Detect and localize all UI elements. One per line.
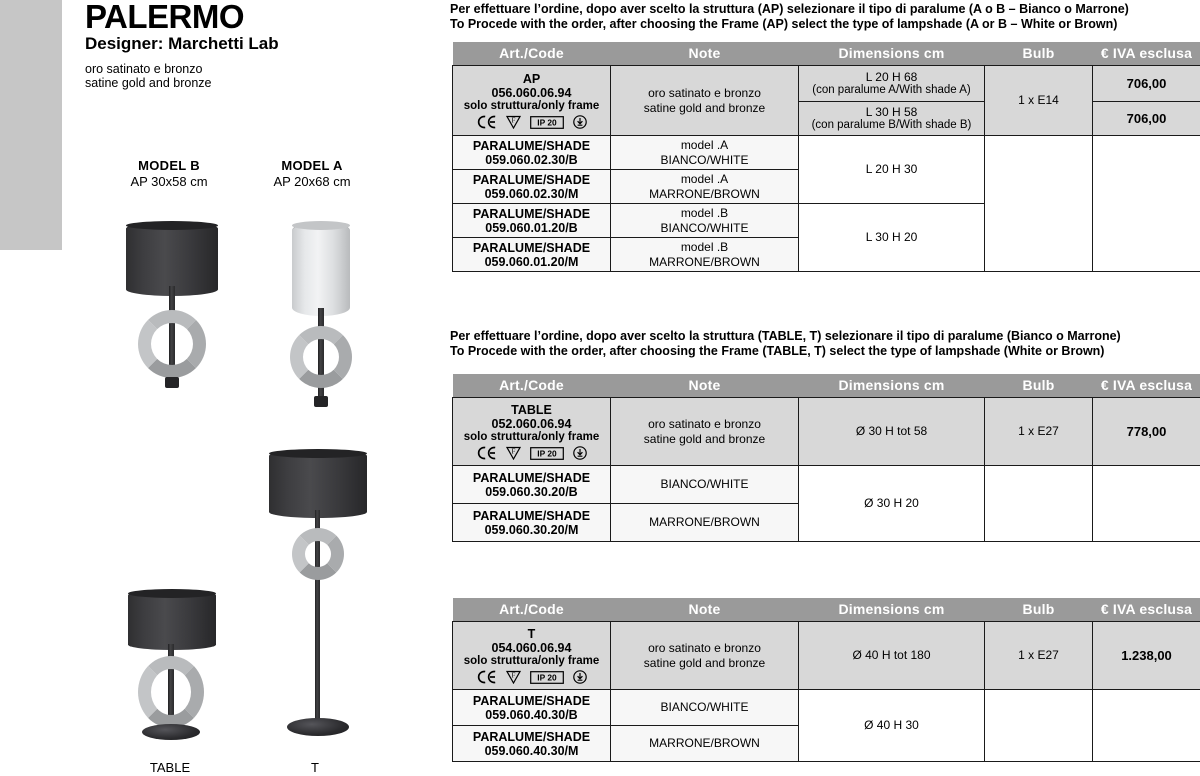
shade-dimension: Ø 40 H 30	[802, 718, 981, 733]
table-row	[453, 622, 1200, 690]
svg-text:F: F	[511, 117, 515, 125]
product-illustration-panel	[0, 0, 448, 774]
svg-text:F: F	[511, 672, 515, 680]
shade-code-cell	[453, 690, 611, 726]
shade-note-cell	[611, 170, 799, 204]
shade-model: model .A	[614, 172, 795, 187]
column-header-bulb: Bulb	[985, 598, 1093, 622]
model-a-lampshade	[292, 222, 350, 316]
shade-code-cell	[453, 726, 611, 762]
shade-code-cell	[453, 504, 611, 542]
shade-price-cell	[1093, 690, 1200, 762]
model-a-name: MODEL A	[237, 158, 387, 174]
ap-dimension-b-note: (con paralume B/With shade B)	[802, 119, 981, 133]
column-header-bulb: Bulb	[985, 374, 1093, 398]
t-note-english: satine gold and bronze	[614, 656, 795, 671]
column-header-code: Art./Code	[453, 374, 611, 398]
shade-label: PARALUME/SHADE	[456, 139, 607, 153]
t-dimension-cell	[799, 622, 985, 690]
table-bulb-cell	[985, 398, 1093, 466]
ap-dimension-a: L 20 H 68	[802, 70, 981, 85]
shade-label: PARALUME/SHADE	[456, 471, 607, 485]
table-row	[453, 466, 1200, 504]
earth-ground-class-icon	[573, 115, 587, 129]
model-a-dimension: AP 20x68 cm	[237, 174, 387, 190]
shade-dimension: L 20 H 30	[802, 162, 981, 177]
price-table-ap	[452, 42, 1200, 272]
f-mark-triangle-icon	[506, 446, 521, 460]
model-a-caption	[237, 158, 387, 190]
shade-note-cell	[611, 466, 799, 504]
t-decorative-ring	[292, 528, 344, 580]
svg-text:IP 20: IP 20	[537, 672, 557, 682]
table-frame-code-cell	[453, 398, 611, 466]
table-note-english: satine gold and bronze	[614, 432, 795, 447]
t-frame-number: 054.060.06.94	[456, 641, 607, 655]
price-table-table	[452, 374, 1200, 542]
table-base	[142, 724, 200, 740]
table-price: 778,00	[1096, 424, 1197, 439]
title-block	[85, 0, 279, 53]
ap-dimension-a-note: (con paralume A/With shade A)	[802, 84, 981, 98]
shade-note-cell	[611, 204, 799, 238]
table-row	[453, 398, 1200, 466]
ip20-rating-icon	[530, 671, 564, 684]
instruction-table	[450, 329, 1121, 358]
table-dimension: Ø 30 H tot 58	[802, 424, 981, 439]
column-header-note: Note	[611, 598, 799, 622]
shade-note-cell	[611, 238, 799, 272]
column-header-note: Note	[611, 42, 799, 66]
model-a-decorative-ring	[290, 326, 352, 388]
table-lampshade	[128, 590, 216, 650]
shade-dimension: Ø 30 H 20	[802, 496, 981, 511]
ap-frame-note: solo struttura/only frame	[456, 100, 607, 113]
model-a-wall-mount	[314, 396, 328, 407]
column-header-dimensions: Dimensions cm	[799, 598, 985, 622]
table-row	[453, 66, 1200, 102]
ce-icon	[477, 115, 497, 129]
table-row	[453, 690, 1200, 726]
shade-color: BIANCO/WHITE	[614, 153, 795, 168]
f-mark-triangle-icon	[506, 115, 521, 129]
ce-icon	[477, 446, 497, 460]
t-frame-name: T	[456, 627, 607, 641]
shade-bulb-cell	[985, 136, 1093, 272]
instruction-ap-english: To Procede with the order, after choosing the Frame (AP) select the type of lampshade (A or B – White or Brown)	[450, 17, 1129, 32]
ap-frame-number: 056.060.06.94	[456, 86, 607, 100]
column-header-dimensions: Dimensions cm	[799, 42, 985, 66]
ap-bulb: 1 x E14	[988, 93, 1089, 108]
ap-bulb-cell	[985, 66, 1093, 136]
designer-label: Designer: Marchetti Lab	[85, 34, 279, 53]
shade-price-cell	[1093, 466, 1200, 542]
table-header-row	[453, 598, 1200, 622]
shade-note-cell	[611, 690, 799, 726]
ap-frame-name: AP	[456, 72, 607, 86]
column-header-price: € IVA esclusa	[1093, 598, 1200, 622]
t-frame-code-cell	[453, 622, 611, 690]
table-certification-icons	[456, 446, 607, 460]
finish-english: satine gold and bronze	[85, 76, 211, 90]
t-dimension: Ø 40 H tot 180	[802, 648, 981, 663]
instruction-ap	[450, 2, 1129, 31]
finish-description	[85, 62, 211, 90]
ip20-rating-icon	[530, 447, 564, 460]
ap-certification-icons	[456, 115, 607, 129]
column-header-code: Art./Code	[453, 42, 611, 66]
ap-price-b-cell	[1093, 102, 1200, 136]
shade-label: PARALUME/SHADE	[456, 173, 607, 187]
t-lampshade	[269, 450, 367, 518]
shade-label: PARALUME/SHADE	[456, 730, 607, 744]
t-certification-icons	[456, 670, 607, 684]
column-header-dimensions: Dimensions cm	[799, 374, 985, 398]
t-price: 1.238,00	[1096, 648, 1197, 663]
shade-code: 059.060.02.30/B	[456, 153, 607, 167]
instruction-table-english: To Procede with the order, after choosing the Frame (TABLE, T) select the type of lampshade (White or Brown)	[450, 344, 1121, 359]
shade-model: model .B	[614, 240, 795, 255]
table-bulb: 1 x E27	[988, 424, 1089, 439]
t-price-cell	[1093, 622, 1200, 690]
table-note-italian: oro satinato e bronzo	[614, 417, 795, 432]
model-a-shade-top	[292, 221, 350, 230]
table-row	[453, 136, 1200, 170]
shade-code: 059.060.40.30/B	[456, 708, 607, 722]
shade-color: MARRONE/BROWN	[614, 736, 795, 751]
model-b-lampshade	[126, 222, 218, 296]
table-decorative-ring	[138, 656, 204, 728]
shade-note-cell	[611, 504, 799, 542]
shade-code: 059.060.30.20/B	[456, 485, 607, 499]
shade-bulb-cell	[985, 466, 1093, 542]
table-frame-note-cell	[611, 398, 799, 466]
t-frame-note-cell	[611, 622, 799, 690]
ap-frame-code-cell	[453, 66, 611, 136]
column-header-price: € IVA esclusa	[1093, 374, 1200, 398]
shade-label: PARALUME/SHADE	[456, 207, 607, 221]
table-lamp-caption: TABLE	[110, 760, 230, 776]
shade-model: model .B	[614, 206, 795, 221]
table-frame-number: 052.060.06.94	[456, 417, 607, 431]
shade-code-cell	[453, 136, 611, 170]
ip20-rating-icon	[530, 116, 564, 129]
t-lamp-caption: T	[255, 760, 375, 776]
shade-code: 059.060.02.30/M	[456, 187, 607, 201]
t-note-italian: oro satinato e bronzo	[614, 641, 795, 656]
column-header-price: € IVA esclusa	[1093, 42, 1200, 66]
ap-dimension-b: L 30 H 58	[802, 105, 981, 120]
f-mark-triangle-icon	[506, 670, 521, 684]
shade-color: MARRONE/BROWN	[614, 515, 795, 530]
shade-dimension-cell	[799, 136, 985, 204]
t-bulb: 1 x E27	[988, 648, 1089, 663]
svg-text:F: F	[511, 448, 515, 456]
model-b-lamp-image	[112, 216, 230, 416]
shade-code-cell	[453, 204, 611, 238]
shade-code: 059.060.30.20/M	[456, 523, 607, 537]
column-header-code: Art./Code	[453, 598, 611, 622]
shade-color: BIANCO/WHITE	[614, 477, 795, 492]
t-shade-top	[269, 449, 367, 458]
shade-dimension: L 30 H 20	[802, 230, 981, 245]
shade-note-cell	[611, 726, 799, 762]
ap-price-a-cell	[1093, 66, 1200, 102]
ap-note-english: satine gold and bronze	[614, 101, 795, 116]
model-b-wall-mount	[165, 377, 179, 388]
shade-code-cell	[453, 466, 611, 504]
t-frame-note: solo struttura/only frame	[456, 655, 607, 668]
pricing-tables-panel	[448, 0, 1200, 774]
model-a-lamp-image	[270, 216, 370, 416]
earth-ground-class-icon	[573, 446, 587, 460]
shade-price-cell	[1093, 136, 1200, 272]
instruction-ap-italian: Per effettuare l’ordine, dopo aver scelto la struttura (AP) selezionare il tipo di paralume (A o B – Bianco o Marrone)	[450, 2, 1129, 17]
table-dimension-cell	[799, 398, 985, 466]
shade-dimension-cell	[799, 466, 985, 542]
t-bulb-cell	[985, 622, 1093, 690]
shade-label: PARALUME/SHADE	[456, 509, 607, 523]
t-base	[287, 718, 349, 736]
column-header-note: Note	[611, 374, 799, 398]
t-floor-lamp-image	[262, 446, 374, 746]
shade-color: BIANCO/WHITE	[614, 700, 795, 715]
price-table-t	[452, 598, 1200, 762]
table-price-cell	[1093, 398, 1200, 466]
shade-bulb-cell	[985, 690, 1093, 762]
shade-color: BIANCO/WHITE	[614, 221, 795, 236]
model-b-shade-top	[126, 221, 218, 230]
table-shade-top	[128, 589, 216, 598]
ap-frame-note-cell	[611, 66, 799, 136]
shade-code: 059.060.01.20/M	[456, 255, 607, 269]
model-b-dimension: AP 30x58 cm	[94, 174, 244, 190]
svg-text:IP 20: IP 20	[537, 448, 557, 458]
shade-label: PARALUME/SHADE	[456, 694, 607, 708]
model-b-name: MODEL B	[94, 158, 244, 174]
shade-model: model .A	[614, 138, 795, 153]
ap-price-a: 706,00	[1096, 76, 1197, 91]
finish-italian: oro satinato e bronzo	[85, 62, 211, 76]
ap-note-italian: oro satinato e bronzo	[614, 86, 795, 101]
shade-code: 059.060.01.20/B	[456, 221, 607, 235]
shade-dimension-cell	[799, 204, 985, 272]
ap-dimension-a-cell	[799, 66, 985, 102]
shade-code: 059.060.40.30/M	[456, 744, 607, 758]
svg-text:IP 20: IP 20	[537, 117, 557, 127]
model-b-caption	[94, 158, 244, 190]
model-b-decorative-ring	[138, 310, 206, 378]
page-title: PALERMO	[85, 0, 279, 34]
table-frame-note: solo struttura/only frame	[456, 431, 607, 444]
table-frame-name: TABLE	[456, 403, 607, 417]
instruction-table-italian: Per effettuare l’ordine, dopo aver scelto la struttura (TABLE, T) selezionare il tipo di paralume (Bianco o Marrone)	[450, 329, 1121, 344]
shade-label: PARALUME/SHADE	[456, 241, 607, 255]
shade-dimension-cell	[799, 690, 985, 762]
column-header-bulb: Bulb	[985, 42, 1093, 66]
table-lamp-image	[112, 588, 232, 758]
table-header-row	[453, 42, 1200, 66]
shade-code-cell	[453, 238, 611, 272]
shade-color: MARRONE/BROWN	[614, 255, 795, 270]
ce-icon	[477, 670, 497, 684]
ap-price-b: 706,00	[1096, 111, 1197, 126]
shade-color: MARRONE/BROWN	[614, 187, 795, 202]
earth-ground-class-icon	[573, 670, 587, 684]
table-header-row	[453, 374, 1200, 398]
shade-code-cell	[453, 170, 611, 204]
ap-dimension-b-cell	[799, 102, 985, 136]
shade-note-cell	[611, 136, 799, 170]
